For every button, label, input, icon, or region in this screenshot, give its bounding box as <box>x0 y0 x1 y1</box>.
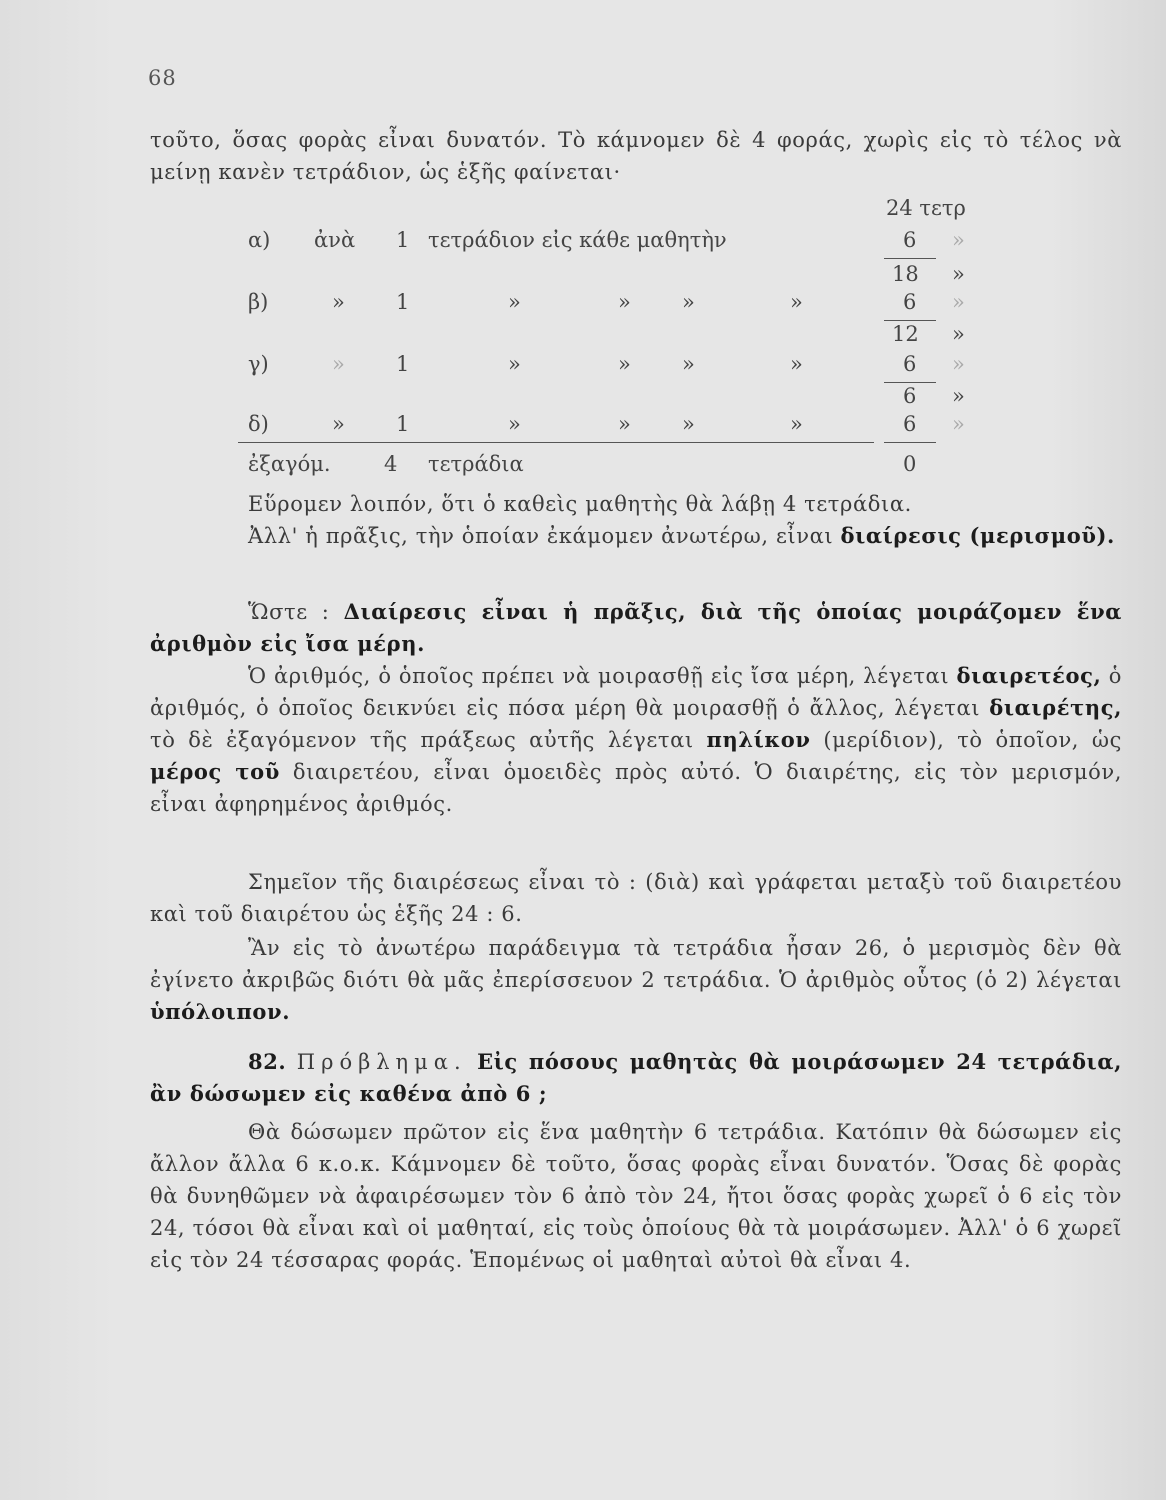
row-c-ditto-4: » <box>790 352 803 376</box>
row-d-ditto-2: » <box>618 412 631 436</box>
row-d-ditto-3: » <box>682 412 695 436</box>
row-d-ditto-4: » <box>790 412 803 436</box>
row-b-ditto-4: » <box>790 290 803 314</box>
row-b-ditto-1: » <box>508 290 521 314</box>
row-a-result: 18 <box>892 262 919 286</box>
row-a-text: τετράδιον εἰς κάθε μαθητὴν <box>428 228 727 252</box>
quotient-term: πηλίκον <box>706 727 811 752</box>
row-c-ditto-1: » <box>508 352 521 376</box>
total-rule-left <box>238 442 874 443</box>
definition-intro-text: Ἀλλ' ἡ πρᾶξις, τὴν ὁποίαν ἐκάμομεν ἀνωτέρω, εἶναι <box>248 524 834 548</box>
row-b-label: β) <box>248 290 269 314</box>
row-d-sub: 6 <box>903 412 917 436</box>
remainder-term: ὑπόλοιπον. <box>150 999 291 1024</box>
row-d-num: 1 <box>396 412 410 436</box>
remainder-text: Ἂν εἰς τὸ ἀνωτέρω παράδειγμα τὰ τετράδια ἦσαν 26, ὁ μερισμὸς δὲν θὰ ἐγίνετο ἀκριβῶς διότι θὰ μᾶς ἐπερίσσευον 2 τετράδια. Ὁ ἀριθμὸς οὗτος (ὁ 2) λέγεται <box>150 936 1122 992</box>
row-a-label: α) <box>248 228 271 252</box>
row-a-prefix: ἀνὰ <box>314 228 356 252</box>
row-d-prefix: » <box>332 412 345 436</box>
row-c-num: 1 <box>396 352 410 376</box>
terms-text-4: (μερίδιον), τὸ ὁποῖον, ὡς <box>823 728 1122 752</box>
terms-text-2: ὁ ἀριθμός, ὁ ὁποῖος δεικνύει εἰς πόσα μέρη θὰ μοιρασθῇ ὁ ἄλλος, λέγεται <box>150 664 1122 720</box>
problem-statement <box>150 1046 1122 1110</box>
solution-paragraph: Θὰ δώσωμεν πρῶτον εἰς ἕνα μαθητὴν 6 τετράδια. Κατόπιν θὰ δώσωμεν εἰς ἄλλον ἄλλα 6 κ.ο.κ. Κάμνομεν δὲ τοῦτο, ὅσας φορὰς εἶναι δυνατόν. Ὅσας δὲ φορὰς θὰ δυνηθῶμεν νὰ ἀφαιρέσωμεν τὸν 6 ἀπὸ τὸν 24, ἤτοι ὅσας φορὰς χωρεῖ ὁ 6 εἰς τὸν 24, τόσοι θὰ εἶναι καὶ οἱ μαθηταί, εἰς τοὺς ὁποίους θὰ τὰ μοιράσωμεν. Ἀλλ' ὁ 6 χωρεῖ εἰς τὸν 24 τέσσαρας φοράς. Ἑπομένως οἱ μαθηταὶ αὐτοὶ θὰ εἶναι 4. <box>150 1120 1122 1272</box>
row-c-submark: » <box>952 352 965 376</box>
terms-text-3: τὸ δὲ ἐξαγόμενον τῆς πράξεως αὐτῆς λέγεται <box>150 728 694 752</box>
row-c-prefix: » <box>332 352 345 376</box>
division-term: διαίρεσις (μερισμοῦ). <box>840 523 1115 548</box>
terms-text-1: Ὁ ἀριθμός, ὁ ὁποῖος πρέπει νὰ μοιρασθῇ εἰς ἴσα μέρη, λέγεται <box>248 664 950 688</box>
definition-paragraph <box>150 596 1122 660</box>
sign-paragraph: Σημεῖον τῆς διαιρέσεως εἶναι τὸ : (διὰ) καὶ γράφεται μεταξὺ τοῦ διαιρετέου καὶ τοῦ διαιρέτου ὡς ἑξῆς 24 : 6. <box>150 870 1122 926</box>
final-remainder: 0 <box>903 452 917 476</box>
row-b-sub: 6 <box>903 290 917 314</box>
terms-text-5: διαιρετέου, εἶναι ὁμοειδὲς πρὸς αὐτό. Ὁ διαιρέτης, εἰς τὸν μερισμόν, εἶναι ἀφηρημένος ἀριθμός. <box>150 760 1123 816</box>
row-b-ditto-3: » <box>682 290 695 314</box>
row-b-rule <box>884 320 936 321</box>
row-c-rule <box>884 382 936 383</box>
row-b-result: 12 <box>892 322 919 346</box>
row-c-result: 6 <box>903 384 917 408</box>
total-num: 4 <box>384 452 398 476</box>
table-initial: 24 τετρ <box>886 196 966 220</box>
row-c-ditto-3: » <box>682 352 695 376</box>
row-a-mark: » <box>952 262 965 286</box>
part-term: μέρος τοῦ <box>150 759 280 784</box>
row-b-mark: » <box>952 322 965 346</box>
problem-text: Εἰς πόσους μαθητὰς θὰ μοιράσωμεν 24 τετράδια, ἂν δώσωμεν εἰς καθένα ἀπὸ 6 ; <box>150 1049 1122 1106</box>
row-c-ditto-2: » <box>618 352 631 376</box>
conclusion-paragraph: Εὕρομεν λοιπόν, ὅτι ὁ καθεὶς μαθητὴς θὰ λάβῃ 4 τετράδια. <box>248 492 912 516</box>
row-c-mark: » <box>952 384 965 408</box>
definition-intro-paragraph <box>150 520 1122 552</box>
total-rule-right <box>884 442 936 443</box>
dividend-term: διαιρετέος, <box>956 663 1102 688</box>
problem-number: 82. <box>248 1049 287 1074</box>
row-a-submark: » <box>952 228 965 252</box>
divisor-term: διαιρέτης, <box>989 695 1122 720</box>
row-a-sub: 6 <box>903 228 917 252</box>
row-d-submark: » <box>952 412 965 436</box>
row-d-label: δ) <box>248 412 269 436</box>
row-c-sub: 6 <box>903 352 917 376</box>
row-b-submark: » <box>952 290 965 314</box>
row-b-ditto-2: » <box>618 290 631 314</box>
row-c-label: γ) <box>248 352 269 376</box>
page-number: 68 <box>148 66 177 90</box>
total-label: ἐξαγόμ. <box>248 452 331 476</box>
definition-lead: Ὥστε : <box>248 600 330 624</box>
division-definition: Διαίρεσις εἶναι ἡ πρᾶξις, διὰ τῆς ὁποίας μοιράζομεν ἕνα ἀριθμὸν εἰς ἴσα μέρη. <box>150 599 1123 656</box>
row-d-ditto-1: » <box>508 412 521 436</box>
row-b-prefix: » <box>332 290 345 314</box>
row-a-rule <box>884 258 936 259</box>
total-text: τετράδια <box>428 452 524 476</box>
problem-label: Πρόβλημα. <box>296 1050 467 1074</box>
remainder-paragraph <box>150 932 1122 1028</box>
row-a-num: 1 <box>396 228 410 252</box>
row-b-num: 1 <box>396 290 410 314</box>
intro-paragraph: τοῦτο, ὅσας φορὰς εἶναι δυνατόν. Τὸ κάμνομεν δὲ 4 φοράς, χωρὶς εἰς τὸ τέλος νὰ μείνῃ κανὲν τετράδιον, ὡς ἑξῆς φαίνεται· <box>150 128 1122 184</box>
terms-paragraph <box>150 660 1122 820</box>
